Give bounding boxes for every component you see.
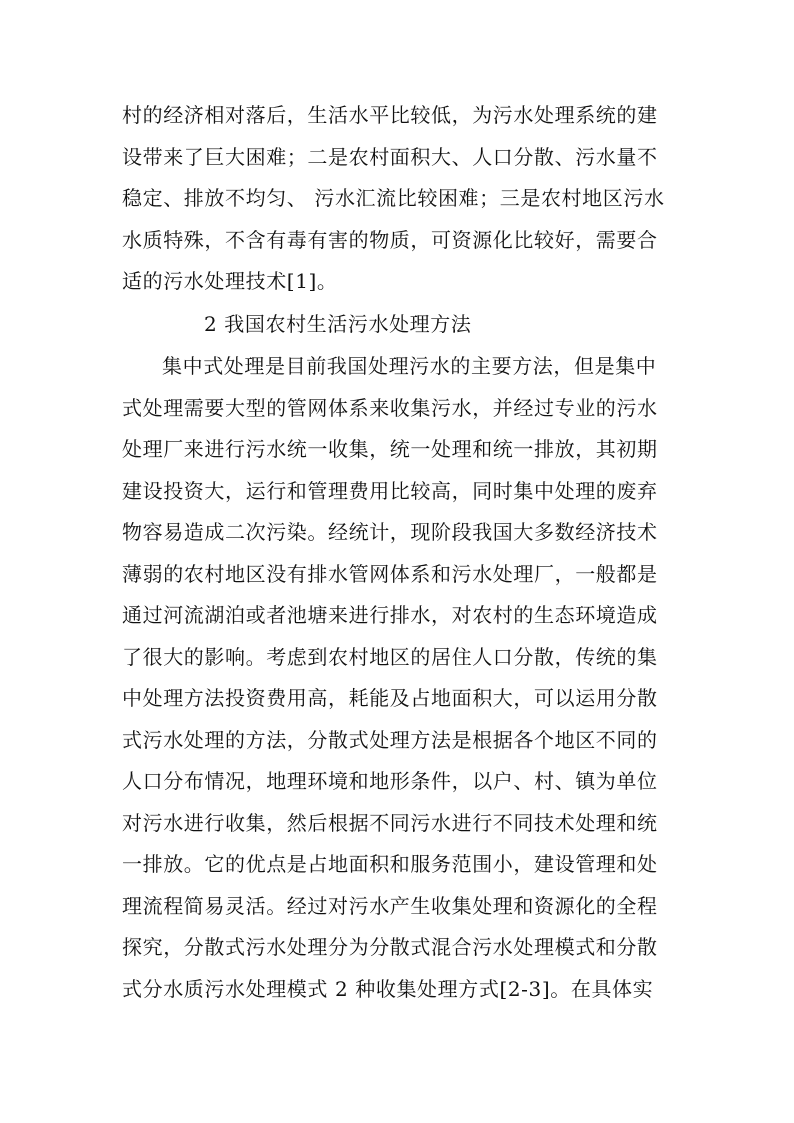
paragraph-line: 式处理需要大型的管网体系来收集污水，并经过专业的污水 [122,395,658,420]
paragraph-line: 式分水质污水处理模式 2 种收集处理方式[2-3]。在具体实 [122,976,654,1001]
paragraph-line: 村的经济相对落后，生活水平比较低，为污水处理系统的建 [122,103,658,127]
paragraph-line: 适的污水处理技术[1]。 [122,269,338,293]
paragraph-line: 对污水进行收集，然后根据不同污水进行不同技术处理和统 [122,810,658,835]
paragraph-line: 设带来了巨大困难；二是农村面积大、人口分散、污水量不 [122,144,658,169]
paragraph-line: 物容易造成二次污染。经统计，现阶段我国大多数经济技术 [122,520,658,544]
paragraph-line: 中处理方法投资费用高，耗能及占地面积大，可以运用分散 [122,686,658,710]
paragraph-line: 通过河流湖泊或者池塘来进行排水，对农村的生态环境造成 [122,603,658,627]
paragraph-line: 一排放。它的优点是占地面积和服务范围小，建设管理和处 [122,852,658,876]
paragraph-line: 人口分布情况，地理环境和地形条件，以户、村、镇为单位 [122,769,658,793]
paragraph-line: 集中式处理是目前我国处理污水的主要方法，但是集中 [162,354,657,378]
paragraph-line: 理流程简易灵活。经过对污水产生收集处理和资源化的全程 [122,893,658,918]
paragraph-line: 处理厂来进行污水统一收集，统一处理和统一排放，其初期 [122,437,658,461]
paragraph-line: 了很大的影响。考虑到农村地区的居住人口分散，传统的集 [122,644,658,669]
paragraph-line: 探究，分散式污水处理分为分散式混合污水处理模式和分散 [122,935,658,959]
paragraph-line: 薄弱的农村地区没有排水管网体系和污水处理厂，一般都是 [122,561,658,586]
section-heading: 2 我国农村生活污水处理方法 [204,312,472,336]
paragraph-line: 水质特殊，不含有毒有害的物质，可资源化比较好，需要合 [122,227,658,252]
paragraph-1 [122,95,677,303]
paragraph-line: 建设投资大，运行和管理费用比较高，同时集中处理的废弃 [122,478,658,503]
paragraph-line: 稳定、排放不均匀、 污水汇流比较困难；三是农村地区污水 [122,186,665,210]
paragraph-2 [122,346,677,1010]
paragraph-line: 式污水处理的方法，分散式处理方法是根据各个地区不同的 [122,727,658,752]
